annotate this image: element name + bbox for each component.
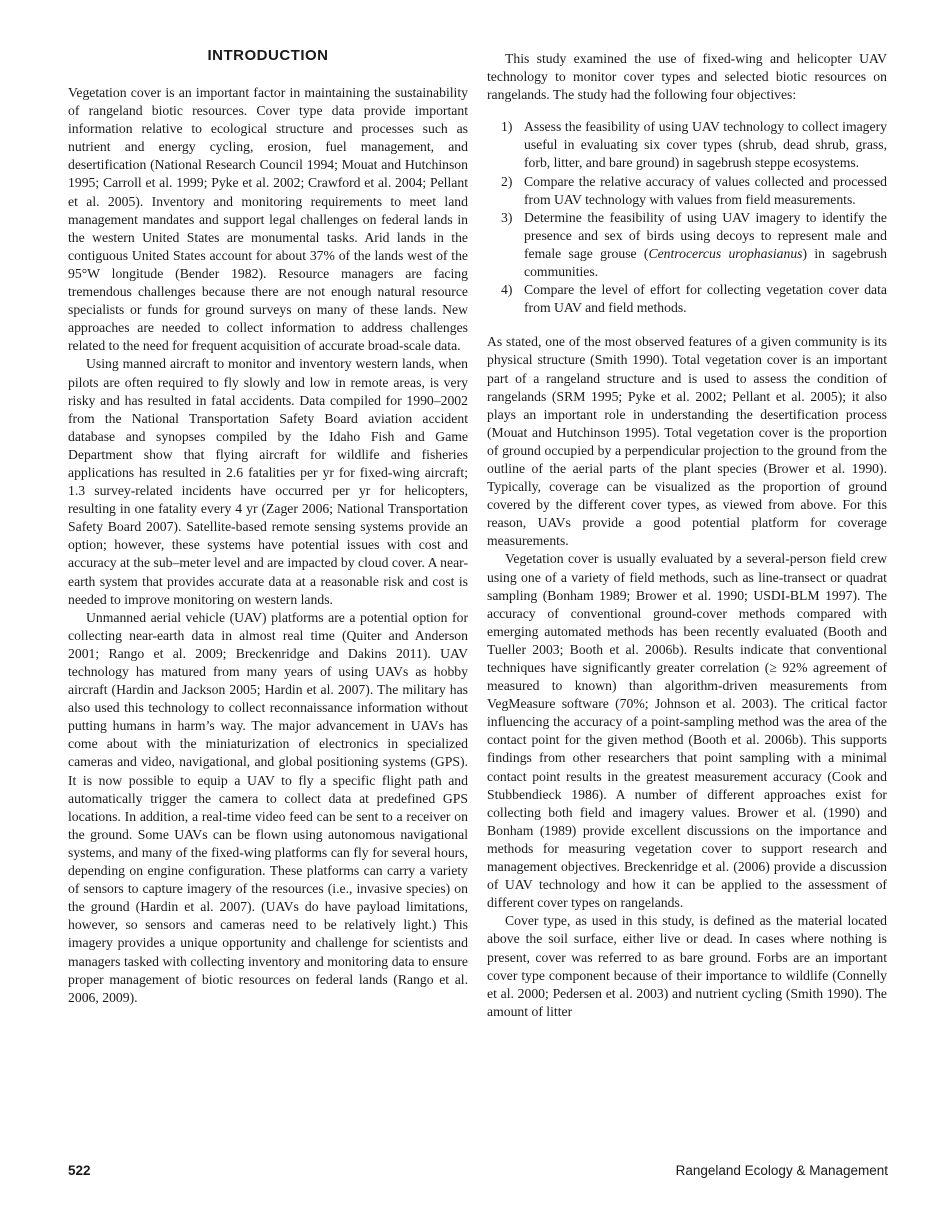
objective-item [487, 281, 887, 317]
paragraph: This study examined the use of fixed-wing and helicopter UAV technology to monitor cover types and selected biotic resources on rangelands. The study had the following four objectives: [487, 51, 887, 103]
objective-number: 4) [501, 282, 513, 298]
species-name: Centrocercus urophasianus [648, 245, 803, 261]
section-heading: INTRODUCTION [207, 47, 329, 64]
objective-text: Compare the relative accuracy of values collected and processed from UAV technology with values from field measurements. [524, 173, 887, 207]
paragraph: Cover type, as used in this study, is defined as the material located above the soil surface, either live or dead. In cases where nothing is present, cover was referred to as bare ground. Forbs are an important cover type component because of their importance to wildlife (Connelly et al. 2000; Pedersen et al. 2003) and nutrient cycling (Smith 1990). The amount of litter [487, 913, 887, 1019]
objective-text: Compare the level of effort for collecting vegetation cover data from UAV and field methods. [524, 282, 887, 316]
objective-number: 2) [501, 173, 513, 189]
objective-text-end: ) in sagebrush communities. [524, 245, 887, 280]
objective-item [487, 118, 887, 172]
objective-text: Determine the feasibility of using UAV imagery to identify the presence and sex of birds using decoys to represent male and female sage grouse ( [524, 209, 887, 261]
right-column [487, 50, 887, 1021]
objective-number: 3) [501, 209, 513, 225]
objective-item [487, 173, 887, 209]
paragraph: Using manned aircraft to monitor and inventory western lands, when pilots are often required to fly slowly and low in remote areas, is very risky and has resulted in fatal accidents. Data compiled for 1990–2002 from the National Transportation Safety Board aviation accident database and synopses compiled by the Idaho Fish and Game Department show that flying aircraft for wildlife and fisheries applications has resulted in 2.6 fatalities per yr for fixed-wing aircraft; 1.3 survey-related incidents have occurred per yr for helicopters, resulting in one fatality every 4 yr (Zager 2006; National Transportation Safety Board 2007). Satellite-based remote sensing systems provide an option; however, these systems have potential issues with cost and accuracy at the sub–meter level and are impacted by cloud cover. A near-earth system that provides accurate data at a reasonable risk and cost is needed to improve monitoring on western lands. [68, 356, 468, 607]
paragraph: Unmanned aerial vehicle (UAV) platforms are a potential option for collecting near-earth data in almost real time (Quiter and Anderson 2001; Rango et al. 2009; Breckenridge and Dakins 2011). UAV technology has matured from many years of using UAVs as hobby aircraft (Hardin and Jackson 2005; Hardin et al. 2007). The military has also used this technology to collect reconnaissance information without putting humans in harm’s way. The major advancement in UAVs has come about with the miniaturization of electronics in specialized cameras and video, navigational, and global positioning systems (GPS). It is now possible to equip a UAV to fly a specific flight path and automatically trigger the camera to collect data at predefined GPS locations. In addition, a real-time video feed can be sent to a receiver on the ground. Some UAVs can be flown using autonomous navigational systems, and many of the fixed-wing platforms can fly for several hours, depending on engine configuration. These platforms can carry a variety of sensors to capture imagery of the resources (i.e., invasive species) on the ground (Hardin et al. 2007). (UAVs do have payload limitations, however, so sensors and cameras need to be relatively light.) This imagery provides a unique opportunity and challenge for scientists and managers tasked with collecting inventory and monitoring data to ensure proper management of biotic resources on federal lands (Rango et al. 2006, 2009). [68, 609, 468, 1005]
paragraph: Vegetation cover is an important factor in maintaining the sustainability of rangeland biotic resources. Cover type data provide important information relative to ecological structure and processes such as nutrient and energy cycling, erosion, fuel management, and desertification (National Research Council 1994; Mouat and Hutchinson 1995; Carroll et al. 1999; Pyke et al. 2002; Crawford et al. 2004; Pellant et al. 2005). Inventory and monitoring requirements to meet land management mandates and support legal challenges on federal lands in the western United States are monumental tasks. Arid lands in the contiguous United States account for about 37% of the lands west of the 95°W longitude (Bender 1982). Resource managers are facing tremendous challenges because there are not enough natural resource specialists or funds for ground surveys on many of these lands. New approaches are needed to collect information to address challenges related to the need for frequent acquisition of accurate broad-scale data. [68, 85, 468, 354]
left-column [68, 46, 468, 1007]
journal-name: Rangeland Ecology & Management [675, 1163, 888, 1178]
objective-number: 1) [501, 119, 513, 135]
paragraph: As stated, one of the most observed features of a given community is its physical structure (Smith 1990). Total vegetation cover is an important part of a rangeland structure and is used to assess the condition of rangelands (SRM 1995; Pyke et al. 2002; Pellant et al. 2005); it also plays an important role in understanding the desertification process (Mouat and Hutchinson 1995). Total vegetation cover is the proportion of ground occupied by a perpendicular projection to the ground from the outline of the aerial parts of the plant species (Brower et al. 1990). Typically, coverage can be visualized as the proportion of ground covered by the different cover types, as viewed from above. For this reason, UAVs provide a good potential platform for coverage measurements. [487, 334, 887, 549]
objective-item [487, 209, 887, 281]
objective-text: Assess the feasibility of using UAV technology to collect imagery useful in evaluating six cover types (shrub, dead shrub, grass, forb, litter, and bare ground) in sagebrush steppe ecosystems. [524, 119, 887, 171]
objectives-list [487, 118, 887, 317]
paragraph: Vegetation cover is usually evaluated by a several-person field crew using one of a variety of field methods, such as line-transect or quadrat sampling (Bonham 1989; Brower et al. 1990; USDI-BLM 1997). The accuracy of conventional ground-cover methods compared with emerging automated methods has been recently evaluated (Booth and Tueller 2003; Booth et al. 2006b). Results indicate that conventional techniques have significantly greater correlation (≥ 92% agreement of measured to known) than algorithm-driven measurements from VegMeasure software (70%; Johnson et al. 2003). The critical factor influencing the accuracy of a point-sampling method was the area of the contact point for the given method (Booth et al. 2006b). This supports findings from other researchers that point sampling with a minimal contact point results in the greatest measurement accuracy (Cook and Stubbendieck 1986). A number of different approaches exist for collecting both field and imagery values. Brower et al. (1990) and Bonham (1989) provide excellent discussions on the importance and methods for measuring vegetation cover to support research and management objectives. Breckenridge et al. (2006) provide a discussion of UAV technology and how it can be applied to the assessment of different cover types on rangelands. [487, 551, 887, 911]
page-number: 522 [68, 1163, 91, 1178]
